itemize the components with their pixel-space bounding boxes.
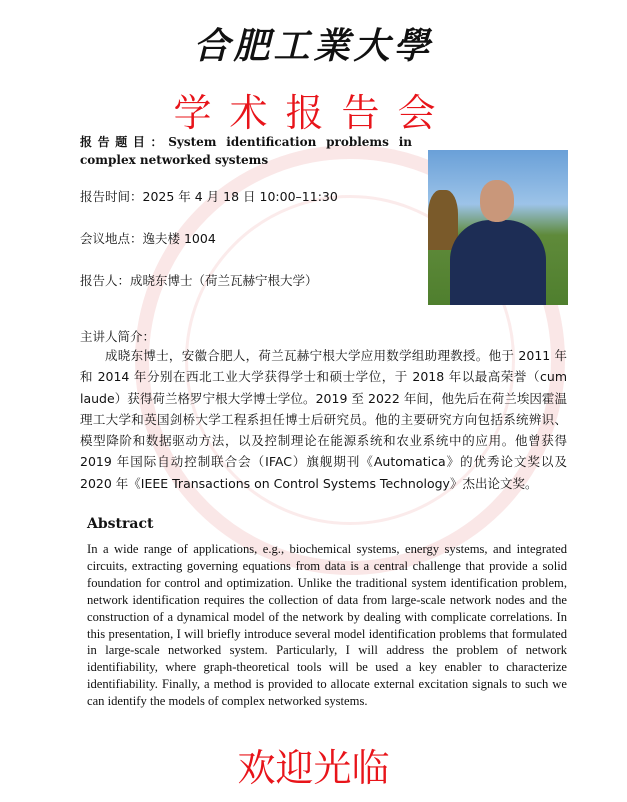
report-time: 报告时间：2025 年 4 月 18 日 10:00–11:30 — [80, 189, 338, 204]
report-topic — [80, 133, 412, 169]
speaker-bio: 成晓东博士，安徽合肥人，荷兰瓦赫宁根大学应用数学组助理教授。他于 2011 年和 2014 年分别在西北工业大学获得学士和硕士学位，于 2018 年以最高荣誉（cum laude）获得荷兰格罗宁根大学博士学位。2019 至 2022 年间，他先后在荷兰埃因霍温理工大学和英国剑桥大学工程系担任博士后研究员。他的主要研究方向包括系统辨识、模型降阶和数据驱动方法，以及控制理论在能源系统和农业系统中的应用。他曾获得 2019 年国际自动控制联合会（IFAC）旗舰期刊《Automatica》的优秀论文奖以及 2020 年《IEEE Transactions on Control Systems Technology》杰出论文奖。 — [80, 348, 567, 491]
topic-text: System identification problems in complex networked systems — [80, 135, 412, 167]
welcome-text: 欢迎光临 — [237, 746, 390, 790]
speaker-photo — [428, 150, 568, 305]
bio-heading: 主讲人简介： — [80, 329, 156, 344]
report-location: 会议地点：逸夫楼 1004 — [80, 231, 216, 246]
university-logo: 合肥工業大學 — [193, 25, 434, 67]
topic-label: 报告题目： — [80, 135, 169, 149]
abstract-text: In a wide range of applications, e.g., biochemical systems, energy systems, and integrated circuits, extracting governing equations from data is a central challenge that provide a solid foundation for control and optimization. Unlike the traditional system identification problem, network identification requires the collection of data from large-scale network nodes and the construction of a dynamical model of the network by dealing with complicate correlations. In this presentation, I will briefly introduce several model identification problems that formulated in large-scale networked system. Particularly, I will address the problem of network identifiability, where graph-theoretical tools will be used a key enabler to characterize identifiability. Finally, a method is provided to allocate external excitation signals to such we can identify the models of complex networked systems. — [87, 542, 567, 709]
abstract-heading: Abstract — [87, 516, 154, 532]
report-speaker: 报告人：成晓东博士（荷兰瓦赫宁根大学） — [80, 273, 318, 288]
poster-title: 学术报告会 — [173, 91, 454, 135]
